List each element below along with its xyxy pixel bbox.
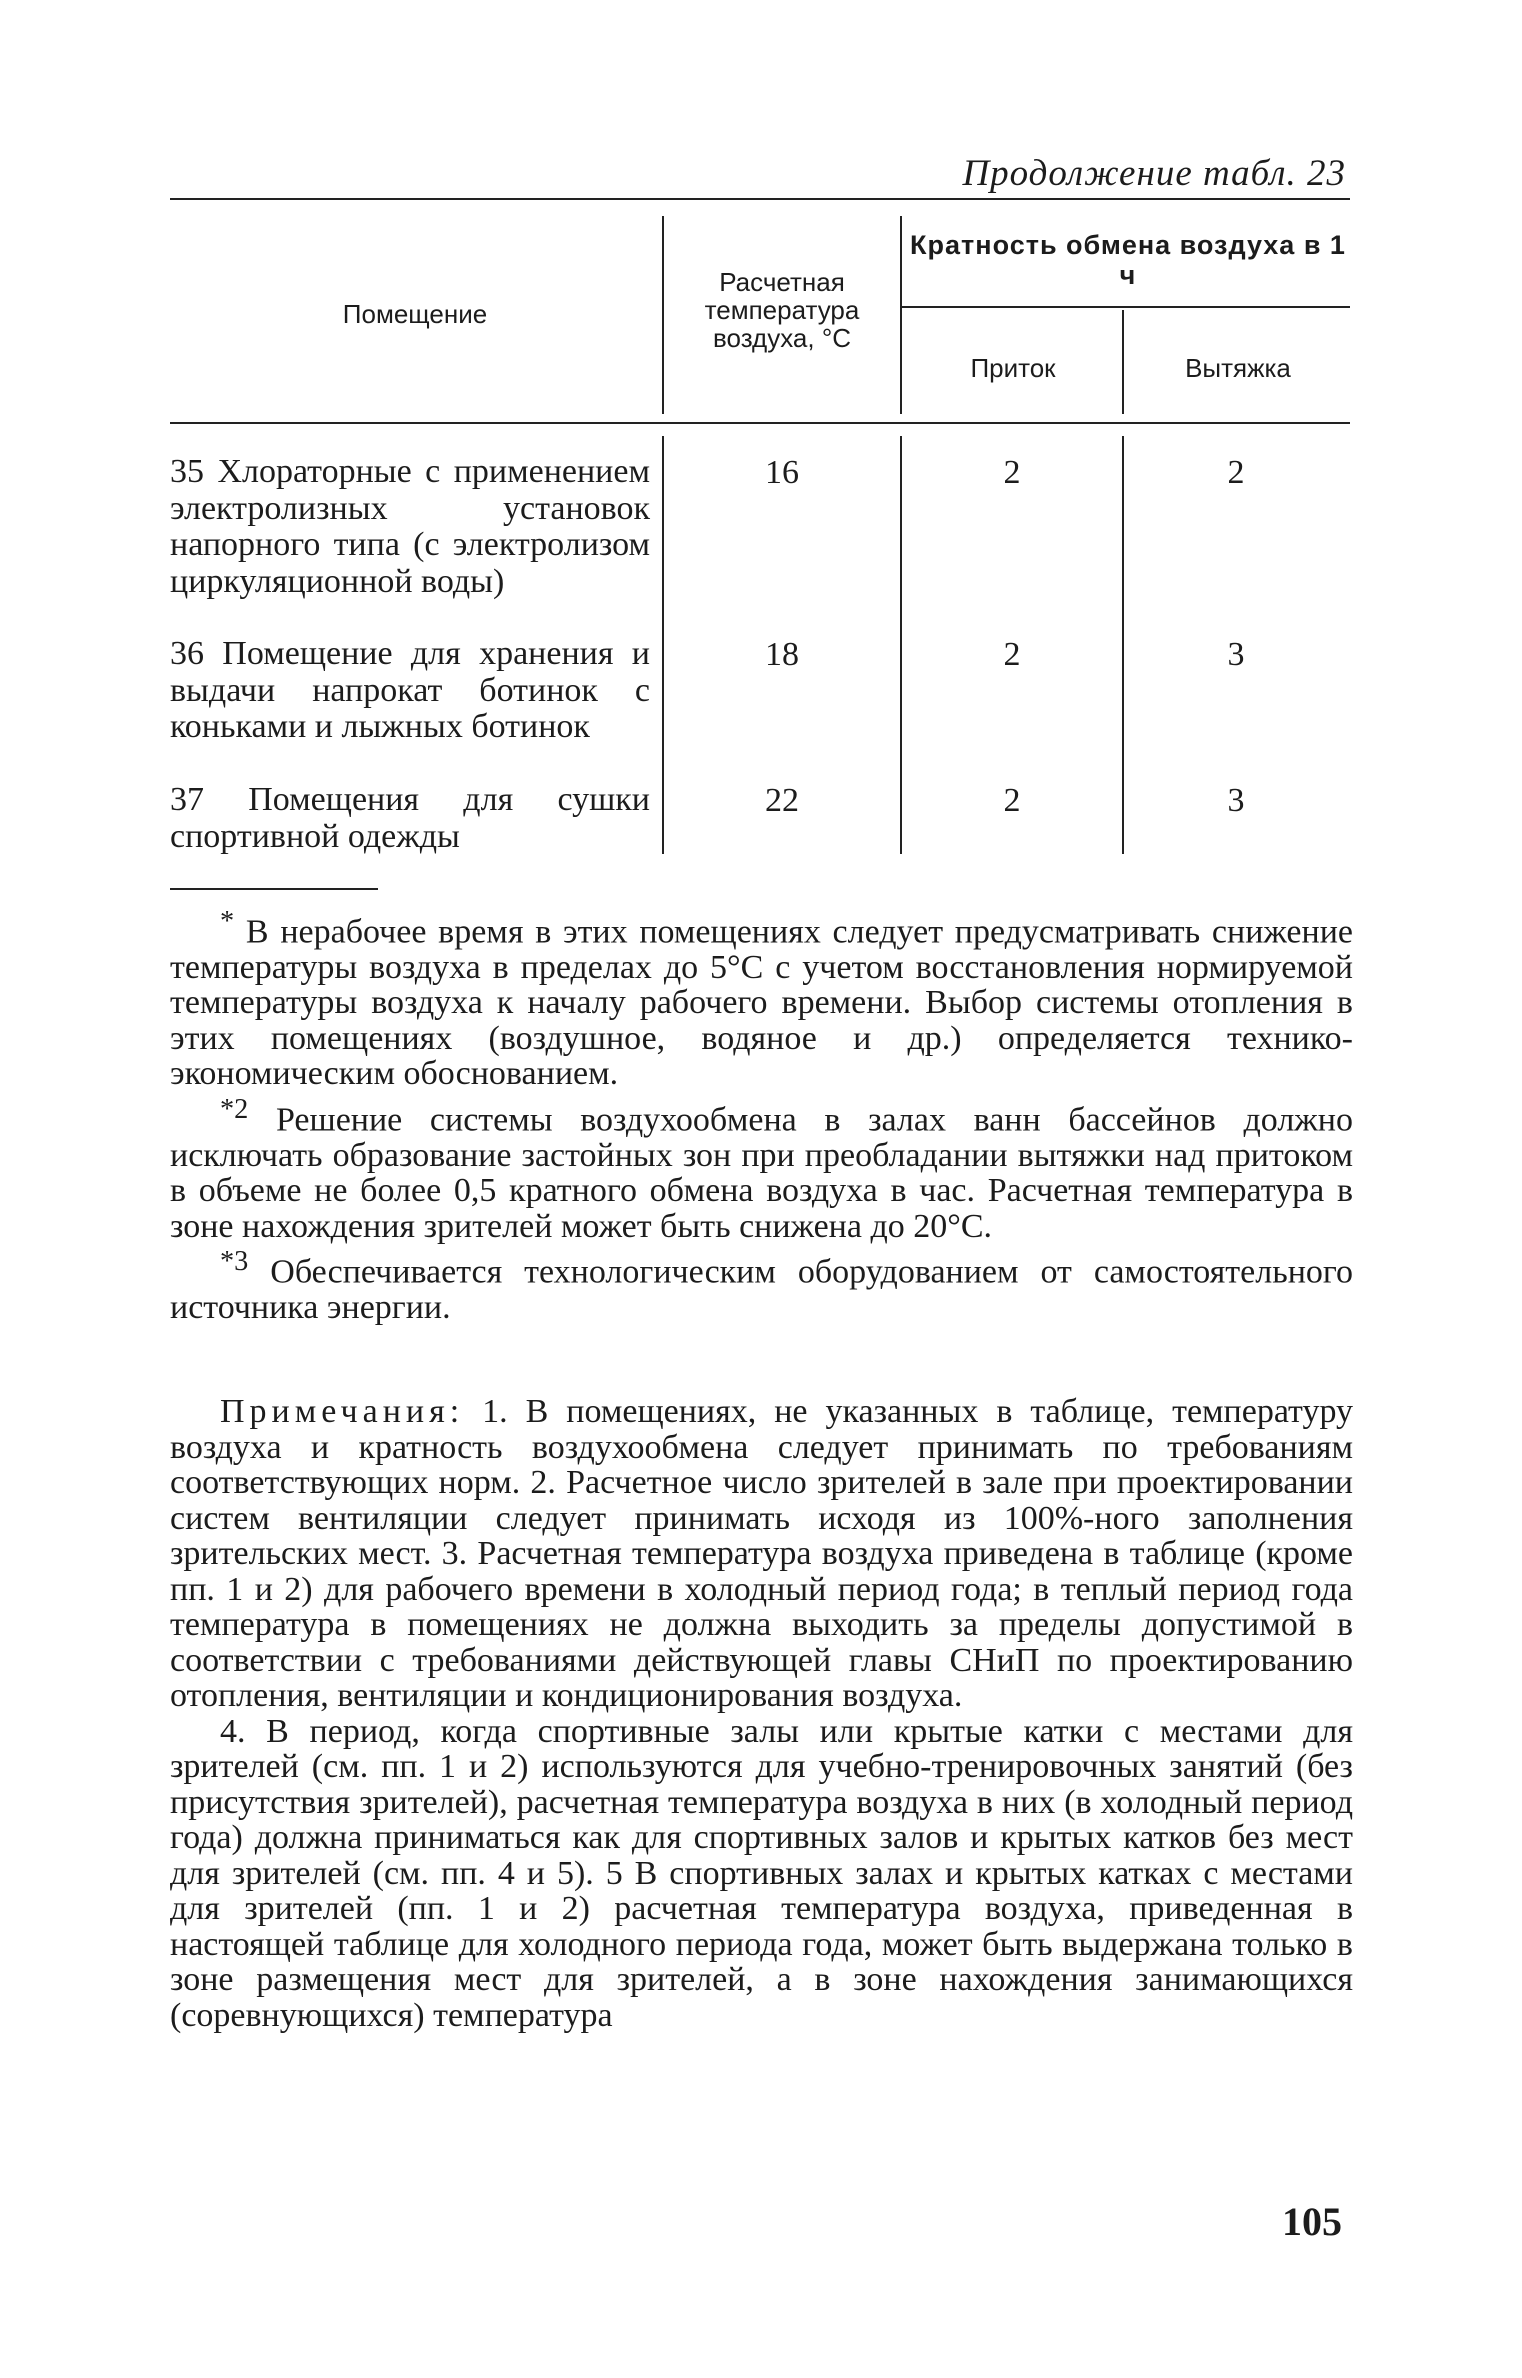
header-bottom-rule — [170, 422, 1350, 424]
header-divider-2 — [900, 216, 902, 414]
footnote-2-text: Решение системы воздухообмена в залах ванн бассейнов должно исключать образование застойных зон при преобладании вытяжки над притоком в объеме не более 0,5 кратного обмена воздуха в час. Расчетная температура в зоне нахождения зрителей может быть снижена до 20°С. — [170, 1101, 1353, 1245]
header-temperature: Расчетная температура воздуха, °С — [704, 267, 860, 353]
notes — [170, 1394, 1353, 2033]
row-36-name: 36 Помещение для хранения и выдачи напрокат ботинок с коньками и лыжных ботинок — [170, 635, 650, 745]
header-exhaust: Вытяжка — [1185, 353, 1291, 383]
body-divider-1 — [662, 436, 664, 854]
footnote-1 — [170, 904, 1353, 1092]
header-air-exchange: Кратность обмена воздуха в 1 ч — [910, 230, 1346, 290]
row-37-name: 37 Помещения для сушки спортивной одежды — [170, 781, 650, 855]
row-35-exhaust: 2 — [1227, 454, 1245, 491]
header-divider-1 — [662, 216, 664, 414]
footnote-2-mark: *2 — [220, 1093, 249, 1125]
footnote-separator — [170, 888, 378, 890]
page-number: 105 — [1282, 2199, 1342, 2244]
body-divider-2 — [900, 436, 902, 854]
body-divider-3 — [1122, 436, 1124, 854]
header-divider-3 — [1122, 310, 1124, 414]
notes-paragraph-1 — [170, 1394, 1353, 1714]
row-37-supply: 2 — [1003, 782, 1021, 819]
header-room: Помещение — [342, 299, 488, 329]
row-36-exhaust: 3 — [1227, 636, 1245, 673]
row-35-supply: 2 — [1003, 454, 1021, 491]
table-continuation-caption: Продолжение табл. 23 — [962, 153, 1346, 194]
notes-label: Примечания: — [220, 1393, 465, 1430]
ventilation-table — [170, 198, 1350, 866]
notes-paragraph-2: 4. В период, когда спортивные залы или крытые катки с местами для зрителей (см. пп. 1 и 2) используются для учебно-тренировочных занятий (без присутствия зрителей), расчетная температура воздуха в них (в холодный период года) должна приниматься как для спортивных залов и крытых катков без мест для зрителей (см. пп. 4 и 5). 5 В спортивных залах и крытых катках с местами для зрителей (пп. 1 и 2) расчетная температура воздуха, приведенная в настоящей таблице для холодного периода года, может быть выдержана только в зоне размещения мест для зрителей, а в зоне нахождения занимающихся (соревнующихся) температура — [170, 1712, 1353, 2034]
footnote-3-mark: *3 — [220, 1246, 249, 1278]
header-supply: Приток — [970, 353, 1056, 383]
row-36-supply: 2 — [1003, 636, 1021, 673]
notes-text-1: 1. В помещениях, не указанных в таблице, температуру воздуха и кратность воздухообмена следует принимать по требованиям соответствующих норм. 2. Расчетное число зрителей в зале при проектировании систем вентиляции следует принимать исходя из 100%-ного заполнения зрительских мест. 3. Расчетная температура воздуха приведена в таблице (кроме пп. 1 и 2) для рабочего времени в холодный период года; в теплый период года температура в помещениях не должна выходить за пределы допустимой в соответствии с требованиями действующей главы СНиП по проектированию отопления, вентиляции и кондиционирования воздуха. — [170, 1393, 1354, 1714]
row-35-name: 35 Хлораторные с применением электролизных установок напорного типа (с электролизом циркуляционной воды) — [170, 453, 650, 600]
row-37-temperature: 22 — [765, 782, 799, 819]
footnote-3-text: Обеспечивается технологическим оборудованием от самостоятельного источника энергии. — [170, 1253, 1354, 1326]
footnote-1-text: В нерабочее время в этих помещениях следует предусматривать снижение температуры воздуха в пределах до 5°С с учетом восстановления нормируемой температуры воздуха к началу рабочего времени. Выбор системы отопления в этих помещениях (воздушное, водяное и др.) определяется технико-экономическим обоснованием. — [170, 913, 1354, 1093]
footnote-2 — [170, 1092, 1353, 1244]
row-37-exhaust: 3 — [1227, 782, 1245, 819]
row-36-temperature: 18 — [765, 636, 799, 673]
table-top-rule — [170, 198, 1350, 200]
footnote-1-mark: * — [220, 906, 235, 937]
row-35-temperature: 16 — [765, 454, 799, 491]
exchange-subheader-rule — [902, 306, 1350, 308]
footnote-3 — [170, 1244, 1353, 1325]
footnotes — [170, 904, 1353, 1325]
